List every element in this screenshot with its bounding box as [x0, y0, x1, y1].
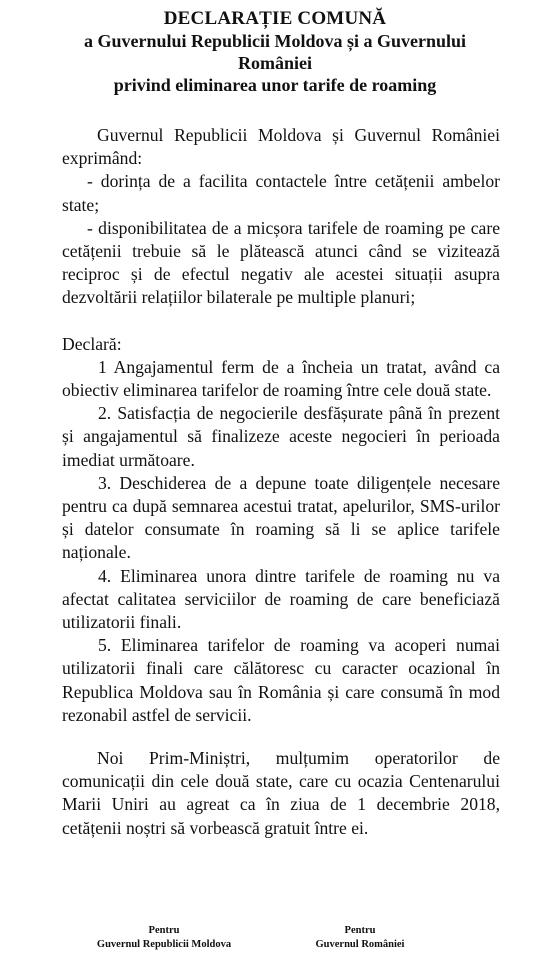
declaration-item-1: 1 Angajamentul ferm de a încheia un tratat, având ca obiectiv eliminarea tarifelor de roaming între cele două state. — [62, 356, 500, 401]
intro-paragraph: Guvernul Republicii Moldova și Guvernul României exprimând: — [62, 125, 500, 169]
signature-moldova — [64, 924, 264, 952]
document-body — [62, 124, 500, 840]
paragraph-spacer — [62, 727, 500, 747]
signature-org: Guvernul României — [315, 939, 405, 950]
title-line-3: României — [238, 53, 312, 73]
paragraph-spacer — [62, 310, 500, 333]
declaration-item-5: 5. Eliminarea tarifelor de roaming va acoperi numai utilizatorii finali care călătoresc cu caracter ocazional în Republica Moldova sau în România și care consumă în mod rezonabil astfel de servicii. — [62, 635, 500, 725]
title-line-1: DECLARAȚIE COMUNĂ — [163, 8, 387, 29]
signature-romania — [260, 924, 460, 952]
title-line-2: a Guvernului Republicii Moldova și a Guvernului — [83, 31, 467, 51]
closing-paragraph: Noi Prim-Miniștri, mulțumim operatorilor de comunicații din cele două state, care cu ocazia Centenarului Marii Uniri au agreat ca în ziua de 1 decembrie 2018, cetățenii noștri să vorbească gratuit între ei. — [62, 748, 500, 838]
declaration-item-2: 2. Satisfacția de negocierile desfășurate până în prezent și angajamentul să finalizeze aceste negocieri în perioada imediat următoare. — [62, 403, 500, 470]
declaration-item-4: 4. Eliminarea unora dintre tarifele de roaming nu va afectat calitatea serviciilor de roaming de care beneficiază utilizatorii finali. — [62, 565, 500, 633]
declares-heading: Declară: — [62, 333, 122, 354]
signature-label: Pentru — [148, 925, 180, 936]
signature-org: Guvernul Republicii Moldova — [96, 939, 232, 950]
document-title — [60, 8, 490, 96]
bullet-paragraph-2: - disponibilitatea de a micșora tarifele de roaming pe care cetățenii trebuie să le plătească atunci când se vizitează reciproc și de efectul negativ ale acestei situații asupra dezvoltării relațiilor bilaterale pe multiple planuri; — [62, 217, 500, 308]
title-line-4: privind eliminarea unor tarife de roaming — [113, 75, 437, 95]
signature-label: Pentru — [344, 925, 376, 936]
declaration-item-3: 3. Deschiderea de a depune toate diligențele necesare pentru ca după semnarea acestui tratat, apelurilor, SMS-urilor și datelor consumate în roaming să li se aplice tarifele naționale. — [62, 472, 500, 563]
bullet-paragraph-1: - dorința de a facilita contactele între cetățenii ambelor state; — [62, 171, 500, 215]
